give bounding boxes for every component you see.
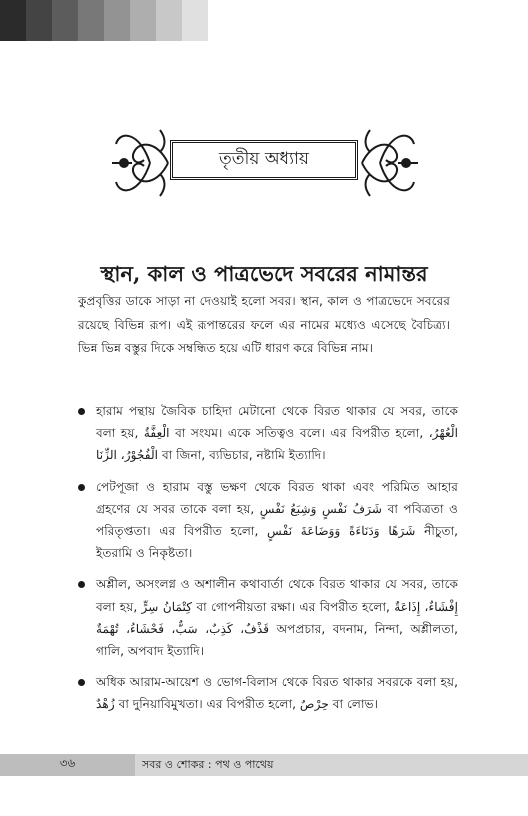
- bullet-icon: [78, 408, 85, 415]
- header-strip-block: [104, 0, 130, 41]
- bullet-icon: [78, 679, 85, 686]
- arabic-term: حِرْصٌ: [299, 697, 329, 712]
- list-item: [78, 476, 458, 565]
- bullet-list: [78, 400, 458, 725]
- header-strip-block: [26, 0, 52, 41]
- bullet-text: বা সংযম। একে সতিত্বও বলে। এর বিপরীত হলো,: [175, 426, 424, 441]
- bullet-text: নীচুতা, ইতরামি ও নিকৃষ্টতা।: [96, 524, 459, 561]
- arabic-term: زُهْدٌ: [96, 697, 115, 712]
- header-strip-block: [182, 0, 208, 41]
- bullet-text: বা দুনিয়াবিমুখতা। এর বিপরীত হলো,: [118, 697, 297, 712]
- bullet-text: বা লোভ।: [332, 697, 378, 712]
- bullet-text: অধিক আরাম-আয়েশ ও ভোগ-বিলাস থেকে বিরত থাকার সবরকে বলা হয়,: [96, 675, 458, 690]
- book-title: সবর ও শোকর : পথ ও পাথেয়: [142, 758, 274, 771]
- arabic-term: كِتْمَانُ سِرٍّ: [141, 599, 193, 614]
- bullet-text: বা জিনা, ব্যভিচার, নষ্টামি ইত্যাদি।: [161, 448, 326, 463]
- arabic-term: الْعُهْرُ، الْفُجُوْرُ، الزِّنَا: [96, 426, 458, 463]
- bullet-text: পেটপূজা ও হারাম বস্তু ভক্ষণ থেকে বিরত থাকা এবং পরিমিত আহার গ্রহণের যে সবর তাকে বলা হয়,: [96, 479, 458, 516]
- bullet-icon: [78, 484, 85, 491]
- list-item: [78, 671, 458, 715]
- intro-paragraph: কুপ্রবৃত্তির ডাকে সাড়া না দেওয়াই হলো সবর। স্থান, কাল ও পাত্রভেদে সবরের রয়েছে বিভিন্ন রূপ। এই রূপান্তরের ফলে এর নামের মধ্যেও এসেছে বৈচিত্র্য। ভিন্ন ভিন্ন বস্তুর দিকে সম্বন্ধিত হয়ে এটি ধারণ করে বিভিন্ন নাম।: [78, 294, 450, 356]
- bullet-text: অপপ্রচার, বদনাম, নিন্দা, অশ্লীলতা, গালি, অপবাদ ইত্যাদি।: [96, 621, 458, 659]
- arabic-term: شَرَفُ نَفْسٍ وَشِبَعُ نَفْسٍ: [259, 501, 383, 516]
- list-item: [78, 400, 458, 467]
- header-strip-block: [156, 0, 182, 41]
- bullet-icon: [78, 581, 85, 588]
- bullet-text: অশ্লীল, অসংলগ্ন ও অশালীন কথাবার্তা থেকে বিরত থাকার যে সবর, তাকে বলা হয়,: [96, 577, 458, 614]
- section-title: স্থান, কাল ও পাত্রভেদে সবরের নামান্তর: [100, 261, 428, 286]
- list-item: [78, 573, 458, 662]
- arabic-term: الْعِفَّةُ: [143, 426, 170, 441]
- bullet-text: বা পবিত্রতা ও পরিতৃপ্ততা। এর বিপরীত হলো,: [96, 501, 458, 539]
- header-strip-block: [78, 0, 104, 41]
- header-strip-block: [130, 0, 156, 41]
- header-strip-block: [0, 0, 26, 41]
- bullet-text: হারাম পন্থায় জৈবিক চাহিদা মেটানো থেকে বিরত থাকার যে সবর, তাকে বলা হয়,: [96, 404, 458, 441]
- arabic-term: شَرَهًا وَدَنَاءَةً وَوَضَاعَةَ نَفْسٍ: [267, 524, 416, 539]
- header-strip-block: [52, 0, 78, 41]
- bullet-text: বা গোপনীয়তা রক্ষা। এর বিপরীত হলো,: [196, 599, 390, 614]
- page-number: ৩৬: [0, 754, 135, 776]
- chapter-label: তৃতীয় অধ্যায়: [170, 140, 358, 180]
- arabic-term: إِفْشَاءٌ، إِذَاعَةٌ قَذْفٌ، كَذِبٌ، سَبٌّ، فَحْشَاءُ، تُهْمَةٌ: [96, 599, 459, 636]
